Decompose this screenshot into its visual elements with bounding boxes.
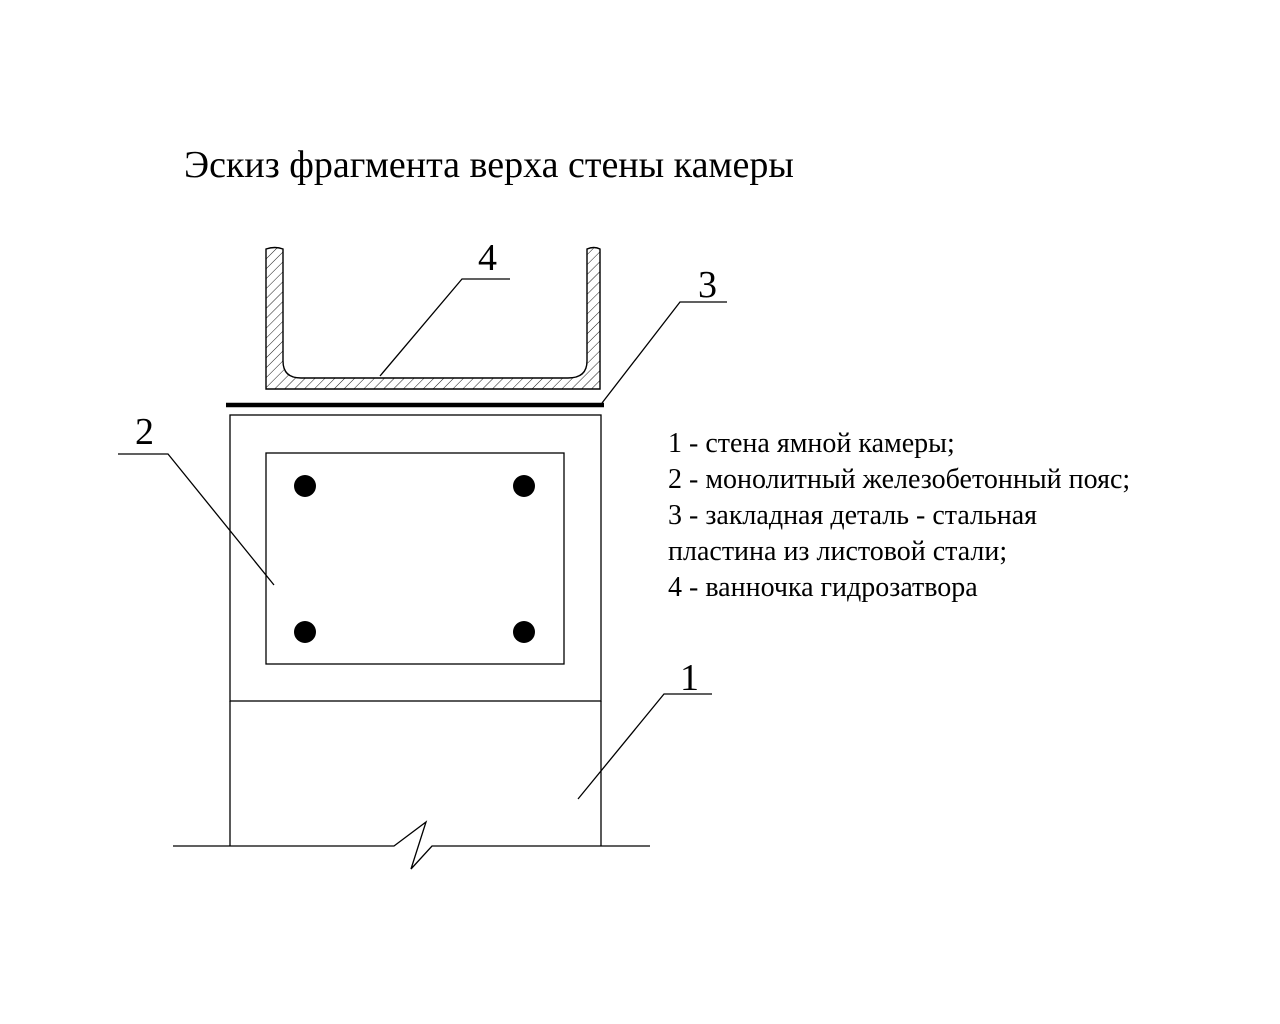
- belt-outline: [230, 415, 601, 701]
- legend-line-4: пластина из листовой стали;: [668, 536, 1008, 567]
- rebar-bottom-right: [513, 621, 535, 643]
- water-seal-tray: [266, 248, 600, 390]
- callout-3: 3: [698, 264, 717, 306]
- rebar-top-left: [294, 475, 316, 497]
- tray-section: [266, 248, 600, 390]
- legend-line-5: 4 - ванночка гидрозатвора: [668, 572, 978, 603]
- legend-line-3: 3 - закладная деталь - стальная: [668, 500, 1038, 531]
- legend-line-2: 2 - монолитный железобетонный пояс;: [668, 464, 1131, 495]
- drawing-title: Эскиз фрагмента верха стены камеры: [184, 144, 794, 186]
- callout-1: 1: [680, 657, 699, 699]
- leader-3: [602, 302, 727, 403]
- rebar-top-right: [513, 475, 535, 497]
- rebar-bottom-left: [294, 621, 316, 643]
- leader-2: [118, 454, 274, 585]
- pit-chamber-wall: [173, 701, 650, 869]
- callout-2: 2: [135, 411, 154, 453]
- legend-line-1: 1 - стена ямной камеры;: [668, 428, 955, 459]
- leader-lines: [118, 279, 727, 799]
- callout-4: 4: [478, 237, 497, 279]
- reinforced-concrete-belt: [230, 415, 601, 701]
- legend: [668, 428, 1130, 603]
- leader-4: [380, 279, 510, 376]
- break-line: [173, 822, 650, 869]
- leader-1: [578, 694, 712, 799]
